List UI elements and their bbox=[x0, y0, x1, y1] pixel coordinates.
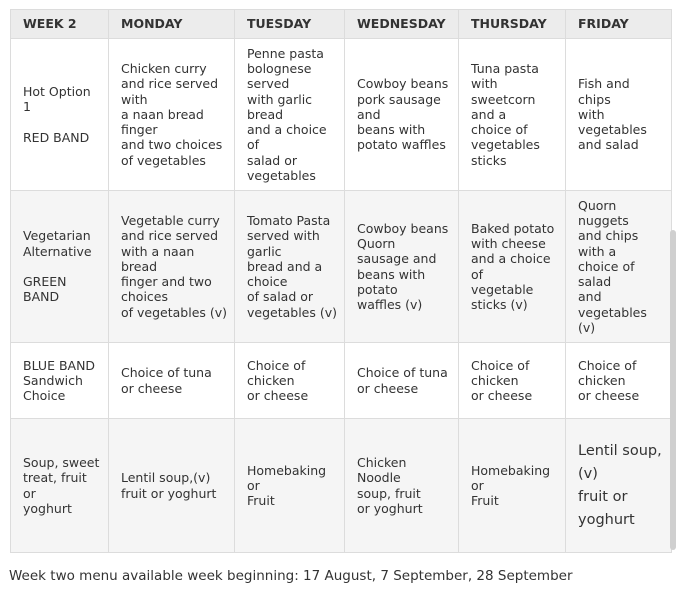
cell-line: salad or bbox=[247, 152, 297, 168]
cell-line: vegetables bbox=[247, 168, 316, 184]
cell-line: and a choice bbox=[247, 122, 327, 138]
menu-cell bbox=[235, 419, 345, 553]
cell-line: with a naan bbox=[121, 243, 195, 259]
menu-cell bbox=[235, 39, 345, 191]
cell-line: finger and two bbox=[121, 274, 212, 290]
cell-line: or yoghurt bbox=[357, 500, 423, 516]
cell-line: or cheese bbox=[357, 380, 419, 396]
cell-line: or cheese bbox=[578, 388, 640, 404]
cell-line: or cheese bbox=[247, 388, 309, 404]
cell-line: finger bbox=[121, 122, 158, 138]
cell-line: sticks bbox=[471, 152, 507, 168]
cell-line: and rice served bbox=[121, 228, 219, 244]
cell-line: and chips bbox=[578, 228, 639, 244]
cell-line: or bbox=[247, 477, 260, 493]
cell-line: vegetables (v) bbox=[247, 304, 338, 320]
cell-line: BLUE BAND bbox=[23, 357, 96, 373]
menu-cell bbox=[109, 191, 235, 343]
header-thursday: THURSDAY bbox=[459, 10, 566, 39]
cell-line: Quorn bbox=[578, 197, 617, 213]
cell-line: beans with bbox=[357, 266, 426, 282]
cell-line: choice bbox=[247, 274, 288, 290]
row-label-cell bbox=[11, 343, 109, 419]
cell-line: or bbox=[23, 485, 36, 501]
cell-line: or cheese bbox=[471, 388, 533, 404]
cell-line: (v) bbox=[578, 465, 598, 482]
cell-line: salad bbox=[578, 274, 612, 290]
menu-cell bbox=[566, 343, 672, 419]
menu-cell bbox=[459, 343, 566, 419]
row-label-cell bbox=[11, 39, 109, 191]
menu-table-container bbox=[10, 9, 671, 551]
cell-line: and bbox=[578, 289, 602, 305]
menu-cell bbox=[459, 39, 566, 191]
cell-line: of vegetables (v) bbox=[121, 304, 228, 320]
cell-line: of bbox=[247, 137, 260, 153]
cell-line: Vegetable curry bbox=[121, 212, 220, 228]
table-row bbox=[11, 191, 672, 343]
menu-cell bbox=[235, 343, 345, 419]
cell-line: beans with bbox=[357, 122, 426, 138]
menu-cell bbox=[345, 191, 459, 343]
cell-line: chips bbox=[578, 91, 611, 107]
menu-cell bbox=[459, 191, 566, 343]
cell-line: with bbox=[121, 91, 148, 107]
cell-line: Choice bbox=[23, 388, 66, 404]
menu-cell bbox=[566, 419, 672, 553]
cell-line: bread bbox=[247, 106, 284, 122]
menu-cell bbox=[345, 39, 459, 191]
cell-line: treat, fruit bbox=[23, 470, 87, 486]
cell-line: yoghurt bbox=[578, 511, 635, 528]
cell-line: Lentil soup,(v) bbox=[121, 470, 211, 486]
cell-line: Soup, sweet bbox=[23, 454, 100, 470]
cell-line: and bbox=[357, 106, 381, 122]
cell-line: chicken bbox=[578, 372, 626, 388]
cell-line: Fruit bbox=[471, 493, 499, 509]
header-row bbox=[11, 10, 672, 39]
cell-line: choice of bbox=[578, 258, 635, 274]
cell-line: a naan bread bbox=[121, 106, 204, 122]
cell-line: vegetables bbox=[578, 122, 647, 138]
cell-line: Vegetarian bbox=[23, 228, 91, 244]
menu-cell bbox=[459, 419, 566, 553]
cell-line: chicken bbox=[247, 372, 295, 388]
cell-line: Choice of bbox=[247, 357, 306, 373]
menu-cell bbox=[566, 39, 672, 191]
cell-line: and a choice bbox=[471, 251, 551, 267]
cell-line: Hot Option bbox=[23, 84, 91, 100]
cell-line: with a bbox=[578, 243, 617, 259]
cell-line: Penne pasta bbox=[247, 45, 324, 61]
cell-line: Noodle bbox=[357, 470, 401, 486]
cell-line: RED BAND bbox=[23, 129, 90, 145]
cell-line: nuggets bbox=[578, 212, 629, 228]
cell-line: fruit or bbox=[578, 488, 628, 505]
cell-line: Choice of bbox=[471, 357, 530, 373]
header-friday: FRIDAY bbox=[566, 10, 672, 39]
menu-cell bbox=[109, 343, 235, 419]
cell-line: Choice of tuna bbox=[357, 365, 448, 381]
cell-line: or cheese bbox=[121, 380, 183, 396]
cell-line: GREEN bbox=[23, 274, 67, 289]
cell-line: bread and a bbox=[247, 258, 323, 274]
table-row bbox=[11, 343, 672, 419]
cell-line: Sandwich bbox=[23, 372, 83, 388]
cell-line: Tuna pasta bbox=[471, 60, 539, 76]
cell-line: bolognese bbox=[247, 60, 312, 76]
cell-line: Chicken curry bbox=[121, 60, 207, 76]
cell-line: of bbox=[471, 266, 484, 282]
menu-cell bbox=[109, 419, 235, 553]
cell-line: and salad bbox=[578, 137, 639, 153]
row-label-cell bbox=[11, 419, 109, 553]
cell-line: yoghurt bbox=[23, 500, 72, 516]
row-label-cell bbox=[11, 191, 109, 343]
cell-line: Chicken bbox=[357, 454, 407, 470]
cell-line: Fruit bbox=[247, 493, 275, 509]
menu-cell bbox=[109, 39, 235, 191]
cell-line: 1 bbox=[23, 99, 31, 115]
cell-line: Cowboy beans bbox=[357, 220, 449, 236]
cell-line: bread bbox=[121, 258, 158, 274]
cell-line: garlic bbox=[247, 243, 282, 259]
cell-line: and rice served bbox=[121, 76, 219, 92]
vertical-scrollbar[interactable] bbox=[670, 230, 676, 550]
cell-line: of salad or bbox=[247, 289, 314, 305]
cell-line: Quorn bbox=[357, 235, 396, 251]
cell-line: sweetcorn bbox=[471, 91, 536, 107]
weekly-menu-table bbox=[10, 9, 672, 553]
cell-line: pork sausage bbox=[357, 91, 441, 107]
cell-line: chicken bbox=[471, 372, 519, 388]
cell-line: Homebaking bbox=[471, 462, 551, 478]
menu-cell bbox=[566, 191, 672, 343]
header-wednesday: WEDNESDAY bbox=[345, 10, 459, 39]
table-row bbox=[11, 419, 672, 553]
cell-line: Tomato Pasta bbox=[247, 212, 331, 228]
cell-line: vegetables bbox=[578, 304, 647, 320]
cell-line: potato bbox=[357, 281, 398, 297]
cell-line: with garlic bbox=[247, 91, 313, 107]
table-row bbox=[11, 39, 672, 191]
cell-line: choice of bbox=[471, 122, 528, 138]
cell-line: with cheese bbox=[471, 235, 546, 251]
menu-cell bbox=[235, 191, 345, 343]
header-monday: MONDAY bbox=[109, 10, 235, 39]
cell-line: fruit or yoghurt bbox=[121, 485, 217, 501]
cell-line: and two choices bbox=[121, 137, 223, 153]
cell-line: BAND bbox=[23, 289, 60, 305]
cell-line: sausage and bbox=[357, 251, 437, 267]
cell-line: sticks (v) bbox=[471, 297, 528, 313]
cell-line: Lentil soup, bbox=[578, 442, 662, 459]
cell-line: waffles (v) bbox=[357, 297, 423, 313]
cell-line: and a bbox=[471, 106, 507, 122]
cell-line: Cowboy beans bbox=[357, 76, 449, 92]
cell-line: soup, fruit bbox=[357, 485, 421, 501]
cell-line: with bbox=[471, 76, 498, 92]
cell-line: (v) bbox=[578, 320, 596, 336]
cell-line: Choice of tuna bbox=[121, 365, 212, 381]
header-week: WEEK 2 bbox=[11, 10, 109, 39]
cell-line: of vegetables bbox=[121, 152, 206, 168]
cell-line: choices bbox=[121, 289, 168, 305]
cell-line: potato waffles bbox=[357, 137, 446, 153]
cell-line: Fish and bbox=[578, 76, 630, 92]
cell-line: or bbox=[471, 477, 484, 493]
cell-line: vegetable bbox=[471, 281, 534, 297]
menu-cell bbox=[345, 343, 459, 419]
menu-availability-note: Week two menu available week beginning: 17 August, 7 September, 28 September bbox=[9, 568, 573, 584]
cell-line: Choice of bbox=[578, 357, 637, 373]
cell-line: Alternative bbox=[23, 243, 92, 259]
cell-line: Homebaking bbox=[247, 462, 327, 478]
header-tuesday: TUESDAY bbox=[235, 10, 345, 39]
cell-line: served with bbox=[247, 228, 320, 244]
cell-line: vegetables bbox=[471, 137, 540, 153]
cell-line: Baked potato bbox=[471, 220, 555, 236]
menu-cell bbox=[345, 419, 459, 553]
cell-line: served bbox=[247, 76, 290, 92]
cell-line: with bbox=[578, 106, 605, 122]
